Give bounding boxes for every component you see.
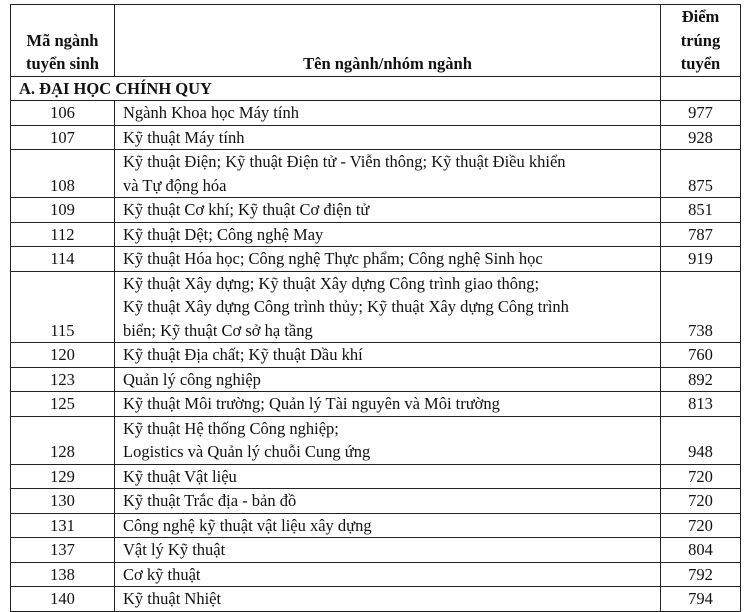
major-code-cell: 107 xyxy=(11,125,115,150)
major-code-cell: 115 xyxy=(11,271,115,343)
table-row xyxy=(11,392,741,417)
major-name-cell xyxy=(115,513,661,538)
major-code-cell: 131 xyxy=(11,513,115,538)
major-name-line: Kỹ thuật Cơ khí; Kỹ thuật Cơ điện tử xyxy=(123,200,370,219)
major-name-cell xyxy=(115,416,661,464)
major-name-line: Kỹ thuật Dệt; Công nghệ May xyxy=(123,224,324,244)
admission-score-cell: 851 xyxy=(661,198,741,223)
major-name-cell xyxy=(115,198,661,223)
major-code-cell: 125 xyxy=(11,392,115,417)
major-name-cell xyxy=(115,247,661,272)
table-row xyxy=(11,101,741,126)
major-name-line: Kỹ thuật Vật liệu xyxy=(123,466,237,486)
major-code-cell: 129 xyxy=(11,464,115,489)
header-code-line: tuyển sinh xyxy=(26,54,99,73)
major-name-line: biển; Kỹ thuật Cơ sở hạ tầng xyxy=(123,320,313,340)
admission-score-cell: 760 xyxy=(661,343,741,368)
admission-score-cell: 875 xyxy=(661,150,741,198)
admission-score-cell: 919 xyxy=(661,247,741,272)
major-name-line: Kỹ thuật Xây dựng Công trình thủy; Kỹ thuật Xây dựng Công trình xyxy=(123,297,569,316)
table-row xyxy=(11,247,741,272)
major-name-cell xyxy=(115,562,661,587)
major-code-cell: 123 xyxy=(11,367,115,392)
admission-score-cell: 813 xyxy=(661,392,741,417)
table-row xyxy=(11,367,741,392)
admission-score-cell: 787 xyxy=(661,222,741,247)
major-name-line: Kỹ thuật Điện; Kỹ thuật Điện tử - Viễn thông; Kỹ thuật Điều khiển xyxy=(123,152,566,171)
table-row xyxy=(11,489,741,514)
table-row xyxy=(11,464,741,489)
header-name: Tên ngành/nhóm ngành xyxy=(115,5,661,77)
major-name-line: Kỹ thuật Địa chất; Kỹ thuật Dầu khí xyxy=(123,345,363,364)
major-name-line: Công nghệ kỹ thuật vật liệu xây dựng xyxy=(123,515,372,535)
table-row xyxy=(11,513,741,538)
major-name-line: Kỹ thuật Hóa học; Công nghệ Thực phẩm; Công nghệ Sinh học xyxy=(123,249,543,268)
major-name-cell xyxy=(115,367,661,392)
header-score xyxy=(661,5,741,77)
major-name-cell xyxy=(115,489,661,514)
table-row xyxy=(11,562,741,587)
major-name-line: Vật lý Kỹ thuật xyxy=(123,540,226,559)
major-name-cell xyxy=(115,587,661,612)
table-row xyxy=(11,587,741,612)
major-name-cell xyxy=(115,343,661,368)
major-name-line: Kỹ thuật Môi trường; Quản lý Tài nguyên và Môi trường xyxy=(123,394,500,413)
admission-score-cell: 792 xyxy=(661,562,741,587)
major-code-cell: 130 xyxy=(11,489,115,514)
major-code-cell: 128 xyxy=(11,416,115,464)
header-code-line: Mã ngành xyxy=(26,30,99,50)
major-name-line: Cơ kỹ thuật xyxy=(123,564,201,584)
admission-score-cell: 928 xyxy=(661,125,741,150)
major-name-cell xyxy=(115,150,661,198)
admission-score-cell: 977 xyxy=(661,101,741,126)
major-code-cell: 137 xyxy=(11,538,115,563)
major-name-line: Kỹ thuật Trắc địa - bản đồ xyxy=(123,491,297,510)
section-title: A. ĐẠI HỌC CHÍNH QUY xyxy=(11,76,661,101)
major-code-cell: 112 xyxy=(11,222,115,247)
major-name-cell xyxy=(115,464,661,489)
major-code-cell: 109 xyxy=(11,198,115,223)
major-code-cell: 108 xyxy=(11,150,115,198)
major-code-cell: 138 xyxy=(11,562,115,587)
major-name-line: Kỹ thuật Hệ thống Công nghiệp; xyxy=(123,418,339,438)
table-row xyxy=(11,416,741,464)
header-row xyxy=(11,5,741,77)
major-name-line: Kỹ thuật Máy tính xyxy=(123,127,245,147)
admission-score-cell: 720 xyxy=(661,513,741,538)
major-name-line: Ngành Khoa học Máy tính xyxy=(123,103,299,122)
admission-score-cell: 892 xyxy=(661,367,741,392)
admission-score-cell: 720 xyxy=(661,464,741,489)
header-code xyxy=(11,5,115,77)
table-row xyxy=(11,538,741,563)
table-row xyxy=(11,125,741,150)
table-row xyxy=(11,222,741,247)
major-name-cell xyxy=(115,101,661,126)
admission-score-cell: 948 xyxy=(661,416,741,464)
major-code-cell: 106 xyxy=(11,101,115,126)
major-code-cell: 120 xyxy=(11,343,115,368)
major-name-line: và Tự động hóa xyxy=(123,175,227,195)
major-code-cell: 114 xyxy=(11,247,115,272)
section-empty-cell xyxy=(661,76,741,101)
table-row xyxy=(11,150,741,198)
major-name-cell xyxy=(115,125,661,150)
major-name-cell xyxy=(115,222,661,247)
major-name-line: Kỹ thuật Nhiệt xyxy=(123,589,222,608)
header-score-line: Điểm trúng xyxy=(680,7,721,50)
admission-score-cell: 738 xyxy=(661,271,741,343)
major-code-cell: 140 xyxy=(11,587,115,612)
section-row xyxy=(11,76,741,101)
admission-score-cell: 794 xyxy=(661,587,741,612)
admission-score-cell: 804 xyxy=(661,538,741,563)
major-name-cell xyxy=(115,538,661,563)
major-name-cell xyxy=(115,392,661,417)
header-score-line: tuyển xyxy=(680,54,721,73)
table-row xyxy=(11,198,741,223)
major-name-line: Quản lý công nghiệp xyxy=(123,369,261,389)
table-row xyxy=(11,271,741,343)
major-name-line: Kỹ thuật Xây dựng; Kỹ thuật Xây dựng Công trình giao thông; xyxy=(123,273,540,293)
table-row xyxy=(11,343,741,368)
major-name-line: Logistics và Quản lý chuỗi Cung ứng xyxy=(123,442,371,461)
admission-score-cell: 720 xyxy=(661,489,741,514)
major-name-cell xyxy=(115,271,661,343)
admission-scores-table xyxy=(10,4,741,612)
